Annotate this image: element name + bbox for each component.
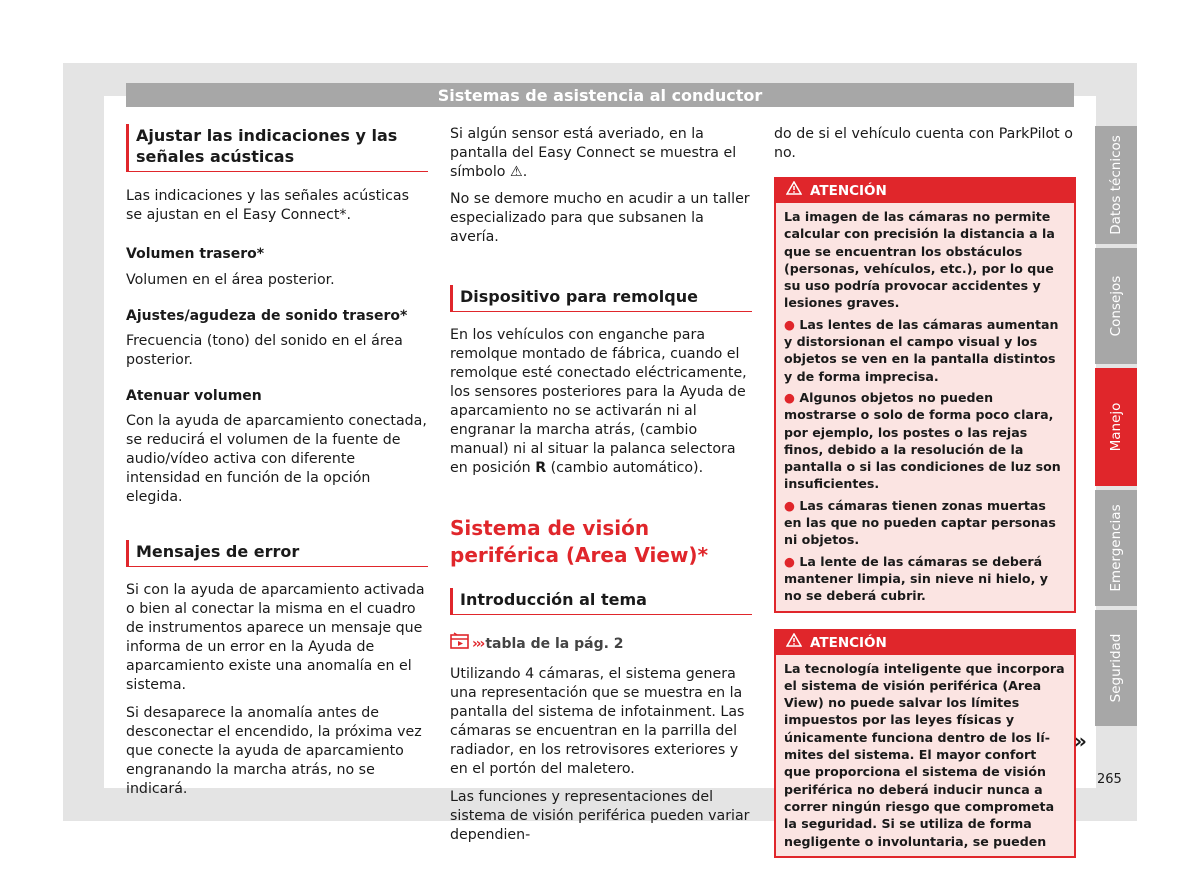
sensor-paragraph: Si algún sensor está averiado, en la pantalla del Easy Connect se muestra el símbolo ⚠. (450, 126, 737, 180)
column-2 (450, 125, 752, 845)
warning-triangle-icon (786, 179, 802, 203)
warning-intro: La imagen de las cámaras no permite calcular con precisión la distancia a la que se encuentran los obstáculos (personas, vehículos, etc.), por lo que su uso podría provocar accidentes y lesiones graves. (784, 209, 1055, 311)
column-3 (774, 125, 1076, 858)
warning-triangle-icon (786, 631, 802, 655)
tab-manejo[interactable]: Manejo (1095, 368, 1137, 486)
item-text: Volumen en el área posterior. (126, 272, 335, 288)
page-number: 265 (1097, 772, 1122, 787)
parkpilot-paragraph: do de si el vehículo cuenta con ParkPilot o no. (774, 126, 1073, 161)
warning-text: La tecnología inteligente que incorpora el sistema de visión periférica (Area View) no puede salvar los límites impuestos por las leyes físicas y únicamente funciona dentro de los límites del sistema. El mayor confort que proporciona el sistema de visión periférica no deberá inducir nunca a correr ningún riesgo que comprometa la seguridad. Si se utiliza de forma negligente o involuntaria, se pueden (784, 660, 1065, 849)
tab-consejos[interactable]: Consejos (1095, 248, 1137, 364)
column-1 (126, 124, 428, 799)
error-paragraph: Si con la ayuda de aparcamiento activada o bien al conectar la misma en el cuadro de instrumentos aparece un mensaje que informa de un error en la Ayuda de aparcamiento existe una anomalía en el sistema. (126, 582, 425, 693)
video-table-icon (450, 632, 470, 656)
warning-header (776, 631, 1074, 655)
item-heading: Volumen trasero* (126, 246, 265, 262)
tab-datos-tecnicos[interactable]: Datos técnicos (1095, 126, 1137, 244)
cameras-paragraph: Utilizando 4 cámaras, el sistema genera una representación que se muestra en la pantalla del sistema de infotainment. Las cámaras se encuentran en la parrilla del radiador, en los retrovisores exteriores y en el portón del maletero. (450, 666, 745, 777)
section-title-intro: Introducción al tema (450, 588, 752, 615)
functions-paragraph: Las funciones y representaciones del sistema de visión periférica pueden variar dependien- (450, 789, 750, 843)
section-title-indications: Ajustar las indicaciones y las señales acústicas (126, 124, 428, 172)
warning-label: ATENCIÓN (810, 183, 887, 199)
tab-seguridad[interactable]: Seguridad (1095, 610, 1137, 726)
warning-bullet: ● Algunos objetos no pueden mostrarse o solo de forma poco clara, por ejemplo, los postes o las rejas finos, debido a la resolución de la pantalla o si las condiciones de luz son insuficientes. (784, 389, 1061, 492)
tab-emergencias[interactable]: Emergencias (1095, 490, 1137, 606)
warning-label: ATENCIÓN (810, 634, 887, 651)
warning-header (776, 179, 1074, 203)
item-text: Con la ayuda de aparcamiento conectada, se reducirá el volumen de la fuente de audio/vídeo activa con diferente intensidad en función de la opción elegida. (126, 413, 427, 505)
warning-triangle-icon: ⚠. (509, 164, 528, 180)
section-title-errors: Mensajes de error (126, 540, 428, 567)
warning-body (776, 655, 1074, 856)
item-heading: Atenuar volumen (126, 388, 262, 404)
item-heading: Ajustes/agudeza de sonido trasero* (126, 308, 408, 324)
item-text: Frecuencia (tono) del sonido en el área posterior. (126, 333, 403, 368)
warning-bullet: ● Las lentes de las cámaras aumentan y distorsionan el campo visual y los objetos se ven en la pantalla distintos y de forma imprecisa. (784, 316, 1059, 384)
error-paragraph: Si desaparece la anomalía antes de desconectar el encendido, la próxima vez que conecte la ayuda de aparcamiento engranando la marcha atrás, no se indicará. (126, 705, 422, 797)
trailer-paragraph: En los vehículos con enganche para remolque montado de fábrica, cuando el remolque esté conectado eléctricamente, los sensores posteriores para la Ayuda de aparcamiento no se activarán ni al engranar la marcha atrás, (cambio manual) ni al situar la palanca selectora en posición R (cambio automático). (450, 327, 747, 476)
warning-bullet: ● La lente de las cámaras se deberá mantener limpia, sin nieve ni hielo, y no se deberá cubrir. (784, 553, 1048, 604)
section-title-trailer: Dispositivo para remolque (450, 285, 752, 312)
chapter-header: Sistemas de asistencia al conductor (126, 83, 1074, 107)
area-view-title: Sistema de visión periférica (Area View)* (450, 516, 709, 567)
workshop-paragraph: No se demore mucho en acudir a un taller especializado para que subsanen la avería. (450, 191, 750, 245)
continue-arrow-icon: » (1074, 729, 1087, 753)
table-reference[interactable] (450, 632, 752, 656)
reference-text: tabla de la pág. 2 (485, 635, 624, 652)
warning-box (774, 629, 1076, 858)
intro-paragraph: Las indicaciones y las señales acústicas se ajustan en el Easy Connect*. (126, 188, 410, 223)
warning-bullet: ● Las cámaras tienen zonas muertas en las que no pueden captar personas ni objetos. (784, 497, 1056, 548)
warning-box (774, 177, 1076, 613)
warning-body (776, 203, 1074, 611)
reference-arrows-icon: ››› (472, 635, 484, 652)
